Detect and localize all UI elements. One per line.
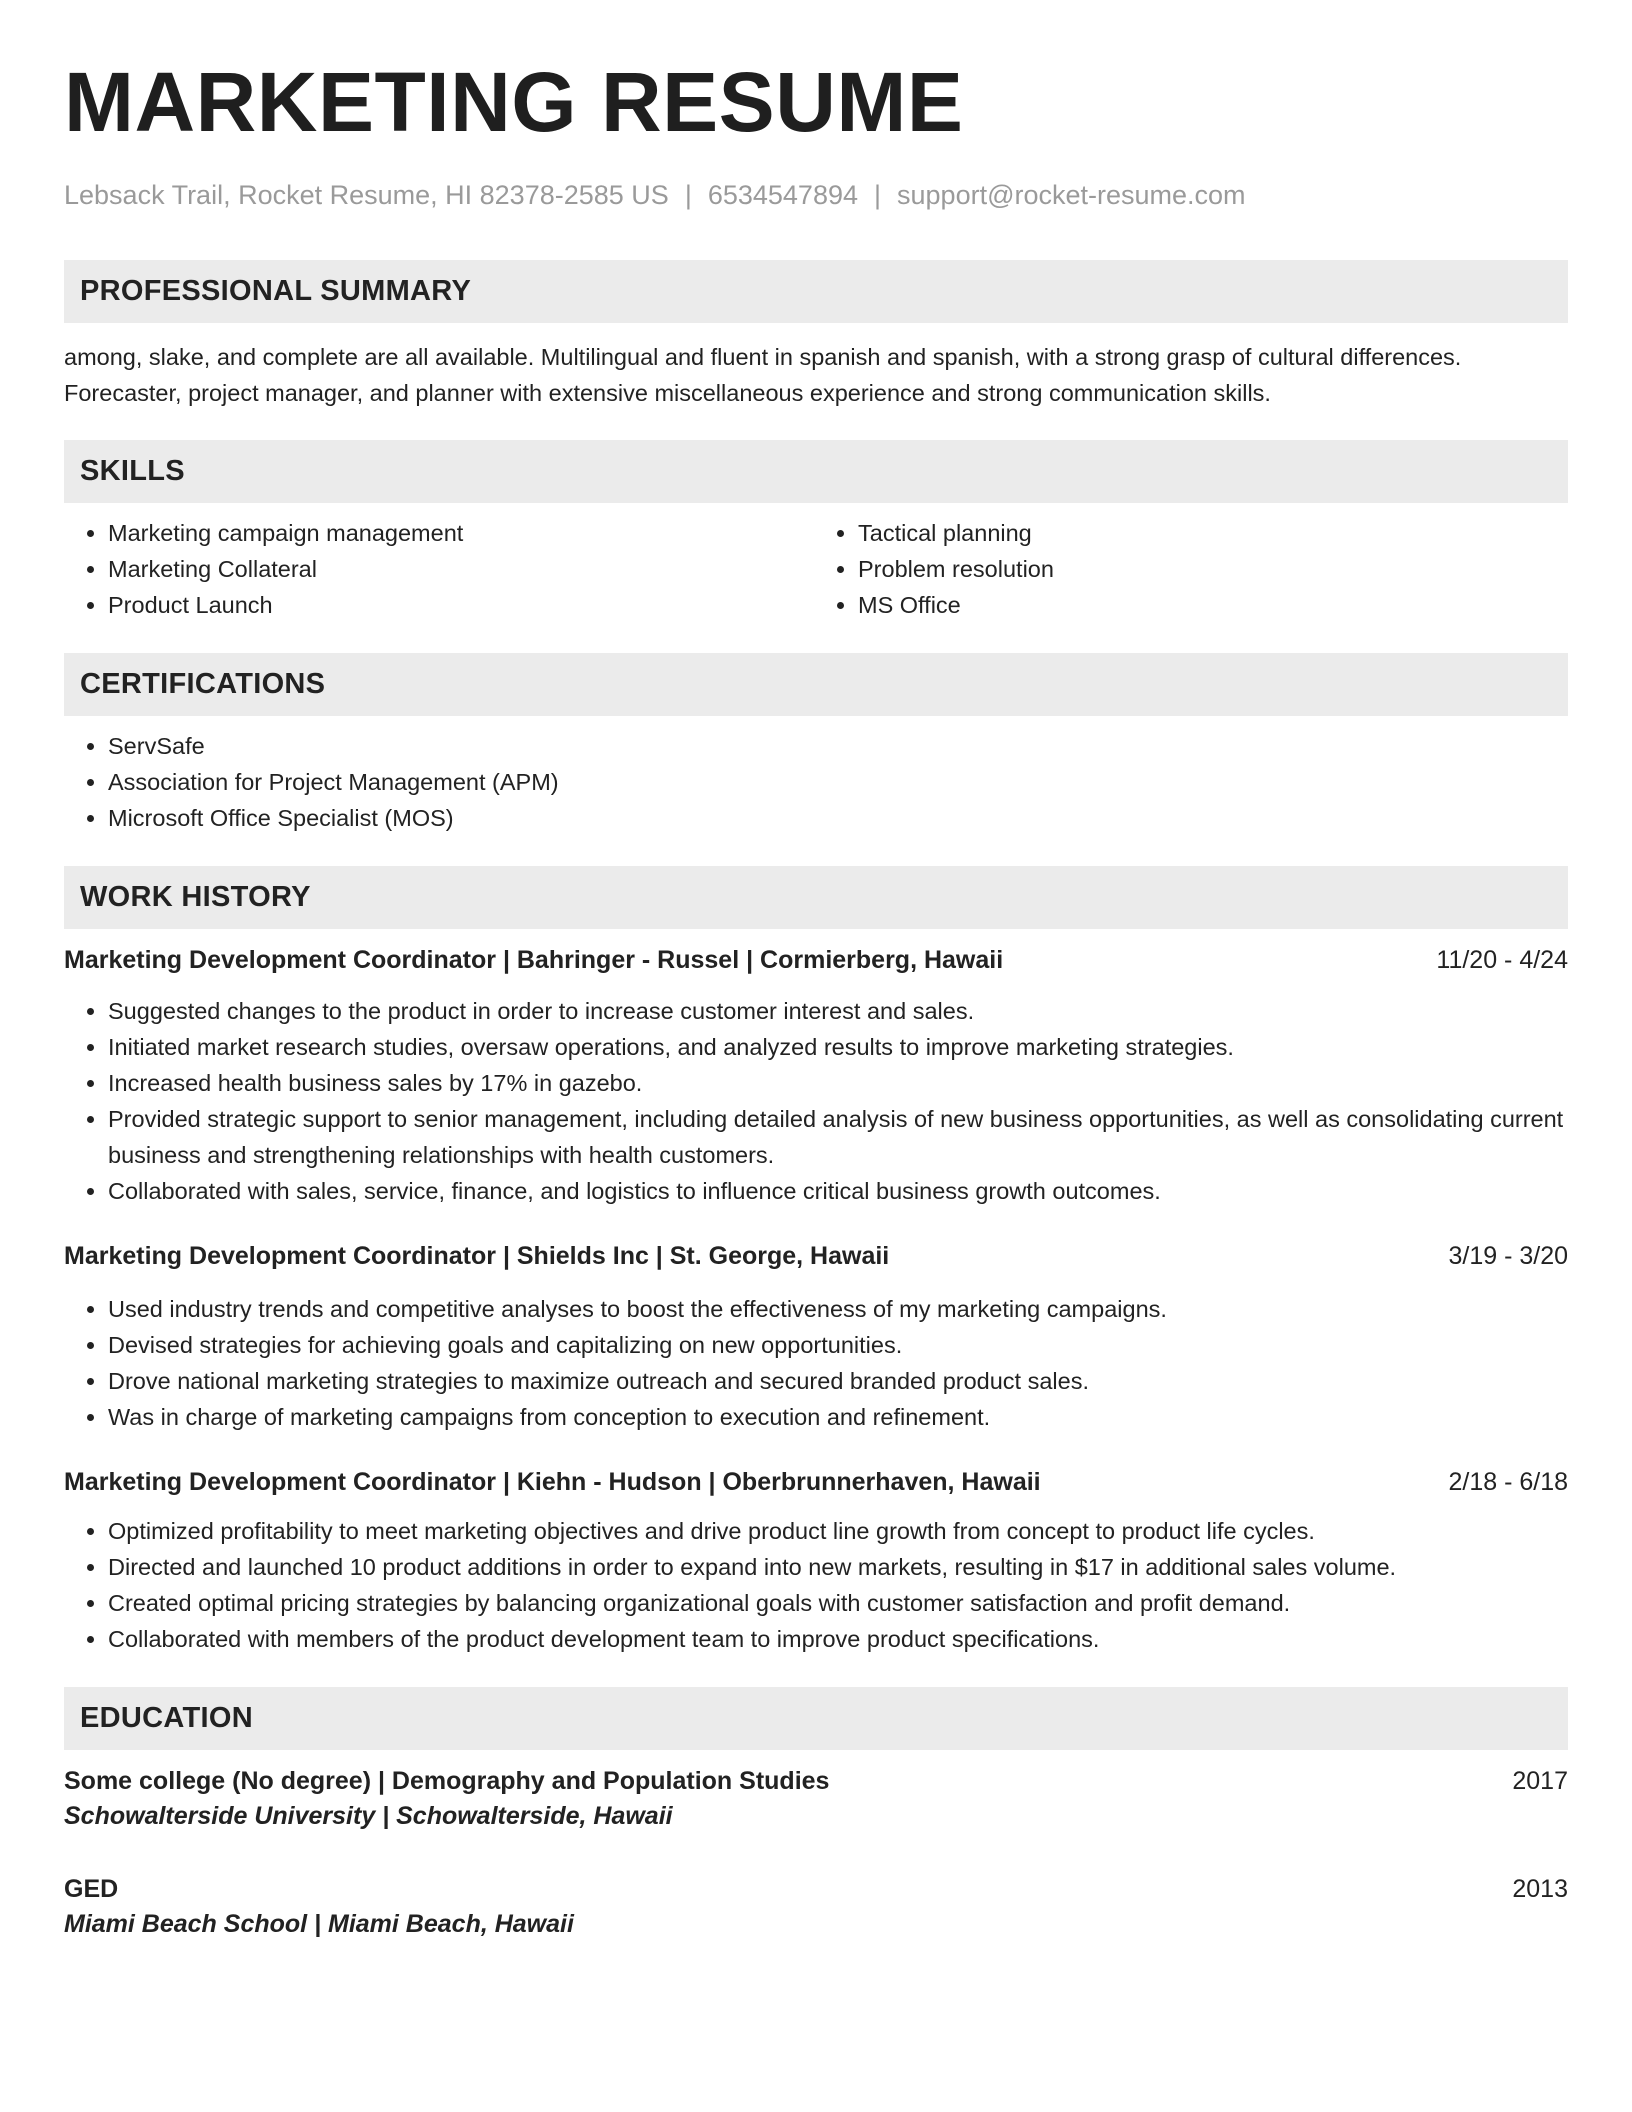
section-heading-summary: PROFESSIONAL SUMMARY xyxy=(64,260,1568,323)
skill-item: • Marketing Collateral xyxy=(108,551,816,587)
job-bullets xyxy=(64,1513,1568,1657)
education-entry xyxy=(64,1872,1568,1942)
job-bullet: • Drove national marketing strategies to maximize outreach and secured branded product sales. xyxy=(108,1363,1568,1399)
education-year: 2017 xyxy=(1512,1767,1568,1795)
education-title: GED xyxy=(64,1875,119,1903)
education-school: Miami Beach School | Miami Beach, Hawaii xyxy=(64,1910,574,1938)
job-bullet: • Increased health business sales by 17% in gazebo. xyxy=(108,1065,1568,1101)
contact-separator: | xyxy=(684,180,692,210)
job-title: Marketing Development Coordinator | Shields Inc | St. George, Hawaii xyxy=(64,1242,890,1270)
education-title: Some college (No degree) | Demography and Population Studies xyxy=(64,1767,830,1795)
skill-item: • Marketing campaign management xyxy=(108,515,816,551)
job-dates: 11/20 - 4/24 xyxy=(1436,946,1568,974)
job-bullets xyxy=(64,993,1568,1209)
contact-separator: | xyxy=(874,180,882,210)
section-heading-certifications: CERTIFICATIONS xyxy=(64,653,1568,716)
skill-item: • Problem resolution xyxy=(858,551,1568,587)
education-header xyxy=(64,1764,1568,1798)
job-title: Marketing Development Coordinator | Bahringer - Russel | Cormierberg, Hawaii xyxy=(64,946,1004,974)
job-header xyxy=(64,943,1568,977)
job-bullets xyxy=(64,1291,1568,1435)
job-bullet: • Collaborated with sales, service, finance, and logistics to influence critical business growth outcomes. xyxy=(108,1173,1568,1209)
job-bullet: • Created optimal pricing strategies by balancing organizational goals with customer satisfaction and profit demand. xyxy=(108,1585,1568,1621)
education-school: Schowalterside University | Schowalterside, Hawaii xyxy=(64,1802,673,1830)
job-title: Marketing Development Coordinator | Kiehn - Hudson | Oberbrunnerhaven, Hawaii xyxy=(64,1468,1041,1496)
section-heading-education: EDUCATION xyxy=(64,1687,1568,1750)
section-heading-work-history: WORK HISTORY xyxy=(64,866,1568,929)
job-bullet: • Optimized profitability to meet marketing objectives and drive product line growth from concept to product life cycles. xyxy=(108,1513,1568,1549)
education-header xyxy=(64,1872,1568,1906)
education-year: 2013 xyxy=(1512,1875,1568,1903)
contact-phone: 6534547894 xyxy=(707,180,858,210)
job-bullet: • Devised strategies for achieving goals and capitalizing on new opportunities. xyxy=(108,1327,1568,1363)
job-bullet: • Directed and launched 10 product additions in order to expand into new markets, resulting in $17 in additional sales volume. xyxy=(108,1549,1568,1585)
job-entry xyxy=(64,1239,1568,1435)
job-bullet: • Initiated market research studies, oversaw operations, and analyzed results to improve marketing strategies. xyxy=(108,1029,1568,1065)
section-heading-skills: SKILLS xyxy=(64,440,1568,503)
contact-address: Lebsack Trail, Rocket Resume, HI 82378-2585 US xyxy=(64,180,669,210)
contact-line xyxy=(64,180,1568,211)
job-dates: 3/19 - 3/20 xyxy=(1448,1242,1568,1270)
job-bullet: • Was in charge of marketing campaigns from conception to execution and refinement. xyxy=(108,1399,1568,1435)
skill-item: • Tactical planning xyxy=(858,515,1568,551)
job-bullet: • Suggested changes to the product in order to increase customer interest and sales. xyxy=(108,993,1568,1029)
job-dates: 2/18 - 6/18 xyxy=(1448,1468,1568,1496)
certification-item: • Microsoft Office Specialist (MOS) xyxy=(108,800,1568,836)
job-bullet: • Used industry trends and competitive analyses to boost the effectiveness of my marketing campaigns. xyxy=(108,1291,1568,1327)
job-entry xyxy=(64,943,1568,1209)
skill-item: • MS Office xyxy=(858,587,1568,623)
job-bullet: • Collaborated with members of the product development team to improve product specifications. xyxy=(108,1621,1568,1657)
certification-item: • Association for Project Management (APM) xyxy=(108,764,1568,800)
skills-list-right xyxy=(816,515,1568,623)
skills-list-left xyxy=(64,515,816,623)
education-entry xyxy=(64,1764,1568,1834)
contact-email: support@rocket-resume.com xyxy=(897,180,1246,210)
job-header xyxy=(64,1465,1568,1499)
certifications-list xyxy=(64,728,1568,836)
job-header xyxy=(64,1239,1568,1273)
job-entry xyxy=(64,1465,1568,1657)
skill-item: • Product Launch xyxy=(108,587,816,623)
resume-name: MARKETING RESUME xyxy=(64,55,964,149)
summary-text: among, slake, and complete are all available. Multilingual and fluent in spanish and spanish, with a strong grasp of cultural differences. Forecaster, project manager, and planner with extensive miscellaneous experience and strong communication skills. xyxy=(64,344,1462,406)
skills-grid xyxy=(64,503,1568,623)
job-bullet: • Provided strategic support to senior management, including detailed analysis of new business opportunities, as well as consolidating current business and strengthening relationships with health customers. xyxy=(108,1101,1568,1173)
certification-item: • ServSafe xyxy=(108,728,1568,764)
